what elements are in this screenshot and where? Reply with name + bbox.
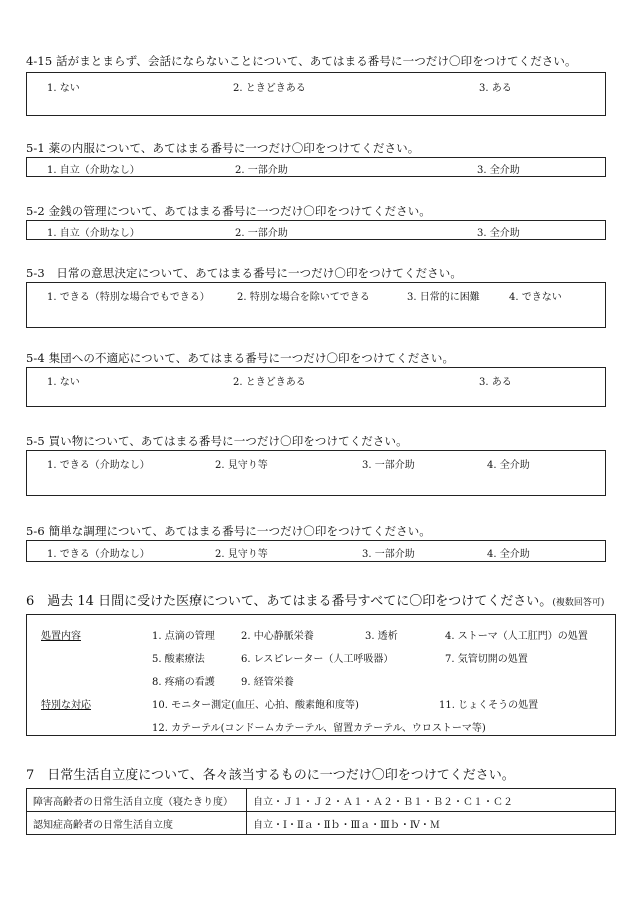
option-5-2-3[interactable]: 3. 全介助 <box>477 228 520 239</box>
independence-table <box>26 788 616 835</box>
option-5-6-4[interactable]: 4. 全介助 <box>487 549 530 560</box>
option-5-1-2[interactable]: 2. 一部介助 <box>235 165 288 176</box>
option-5-5-4[interactable]: 4. 全介助 <box>487 460 530 471</box>
option-5-2-1[interactable]: 1. 自立（介助なし） <box>47 228 140 239</box>
medical-item-7[interactable]: 7. 気管切開の処置 <box>445 654 528 665</box>
question-6-note: (複数回答可) <box>552 598 605 608</box>
question-7: 7 日常生活自立度について、各々該当するものに一つだけ〇印をつけてください。 <box>26 768 515 783</box>
medical-box <box>26 614 616 736</box>
medical-item-12[interactable]: 12. カテーテル(コンドームカテーテル、留置カテーテル、ウロストーマ等) <box>152 723 486 734</box>
option-5-3-3[interactable]: 3. 日常的に困難 <box>407 292 480 303</box>
option-5-4-3[interactable]: 3. ある <box>479 377 512 388</box>
option-5-2-2[interactable]: 2. 一部介助 <box>235 228 288 239</box>
option-4-15-1[interactable]: 1. ない <box>47 83 80 94</box>
medical-item-1[interactable]: 1. 点滴の管理 <box>152 631 215 642</box>
question-5-5: 5-5 買い物について、あてはまる番号に一つだけ〇印をつけてください。 <box>26 434 408 448</box>
question-5-1: 5-1 薬の内服について、あてはまる番号に一つだけ〇印をつけてください。 <box>26 141 420 155</box>
option-5-5-3[interactable]: 3. 一部介助 <box>362 460 415 471</box>
option-4-15-3[interactable]: 3. ある <box>479 83 512 94</box>
label-treatment: 処置内容 <box>41 631 81 642</box>
question-4-15: 4-15 話がまとまらず、会話にならないことについて、あてはまる番号に一つだけ〇印をつけてください。 <box>26 54 577 68</box>
answer-box-5-1 <box>26 157 606 177</box>
answer-box-5-3 <box>26 282 606 328</box>
medical-item-8[interactable]: 8. 疼痛の看護 <box>152 677 215 688</box>
label-special: 特別な対応 <box>41 700 91 711</box>
table-row <box>27 789 616 812</box>
medical-item-2[interactable]: 2. 中心静脈栄養 <box>241 631 314 642</box>
medical-item-5[interactable]: 5. 酸素療法 <box>152 654 205 665</box>
option-5-1-1[interactable]: 1. 自立（介助なし） <box>47 165 140 176</box>
scale-dementia[interactable]: 自立・Ⅰ・Ⅱａ・Ⅱｂ・Ⅲａ・Ⅲｂ・Ⅳ・Ｍ <box>247 812 616 835</box>
question-5-3: 5-3 日常の意思決定について、あてはまる番号に一つだけ〇印をつけてください。 <box>26 266 462 280</box>
medical-item-4[interactable]: 4. ストーマ（人工肛門）の処置 <box>445 631 588 642</box>
option-5-5-2[interactable]: 2. 見守り等 <box>215 460 268 471</box>
option-5-6-3[interactable]: 3. 一部介助 <box>362 549 415 560</box>
scale-bedridden[interactable]: 自立・Ｊ１・Ｊ２・Ａ１・Ａ２・Ｂ１・Ｂ２・Ｃ１・Ｃ２ <box>247 789 616 812</box>
question-5-6: 5-6 簡単な調理について、あてはまる番号に一つだけ〇印をつけてください。 <box>26 524 431 538</box>
option-4-15-2[interactable]: 2. ときどきある <box>233 83 306 94</box>
option-5-3-2[interactable]: 2. 特別な場合を除いてできる <box>237 292 370 303</box>
table-row <box>27 812 616 835</box>
answer-box-5-5 <box>26 450 606 496</box>
row-label-bedridden: 障害高齢者の日常生活自立度（寝たきり度） <box>27 789 247 812</box>
medical-item-9[interactable]: 9. 経管栄養 <box>241 677 294 688</box>
row-label-dementia: 認知症高齢者の日常生活自立度 <box>27 812 247 835</box>
option-5-5-1[interactable]: 1. できる（介助なし） <box>47 460 150 471</box>
question-6-text: 6 過去 14 日間に受けた医療について、あてはまる番号すべてに〇印をつけてください。 <box>26 594 553 609</box>
option-5-6-2[interactable]: 2. 見守り等 <box>215 549 268 560</box>
answer-box-5-4 <box>26 367 606 407</box>
option-5-3-1[interactable]: 1. できる（特別な場合でもできる） <box>47 292 210 303</box>
medical-item-6[interactable]: 6. レスピレーター（人工呼吸器） <box>241 654 394 665</box>
answer-box-4-15 <box>26 72 606 116</box>
option-5-1-3[interactable]: 3. 全介助 <box>477 165 520 176</box>
medical-item-3[interactable]: 3. 透析 <box>365 631 398 642</box>
option-5-4-1[interactable]: 1. ない <box>47 377 80 388</box>
medical-item-11[interactable]: 11. じょくそうの処置 <box>439 700 539 711</box>
option-5-4-2[interactable]: 2. ときどきある <box>233 377 306 388</box>
answer-box-5-2 <box>26 220 606 240</box>
answer-box-5-6 <box>26 540 606 562</box>
option-5-6-1[interactable]: 1. できる（介助なし） <box>47 549 150 560</box>
option-5-3-4[interactable]: 4. できない <box>509 292 562 303</box>
question-5-2: 5-2 金銭の管理について、あてはまる番号に一つだけ〇印をつけてください。 <box>26 204 431 218</box>
question-5-4: 5-4 集団への不適応について、あてはまる番号に一つだけ〇印をつけてください。 <box>26 351 455 365</box>
question-6 <box>26 590 604 609</box>
medical-item-10[interactable]: 10. モニター測定(血圧、心拍、酸素飽和度等) <box>152 700 359 711</box>
